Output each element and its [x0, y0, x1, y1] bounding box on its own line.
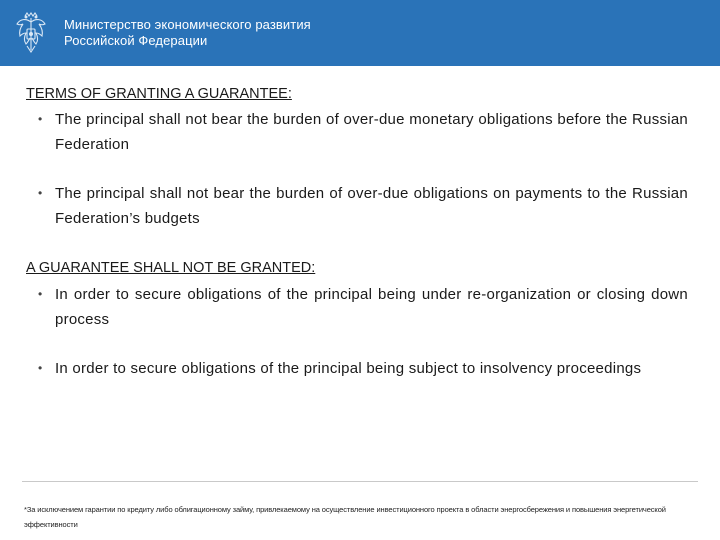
- bullet-icon: •: [38, 361, 43, 375]
- bullet-text: In order to secure obligations of the principal being under re-organization or closing down process: [55, 286, 688, 328]
- list-item: [38, 282, 688, 332]
- ministry-header: [0, 0, 720, 66]
- list-item: [38, 356, 688, 381]
- bullet-text: The principal shall not bear the burden of over-due monetary obligations before the Russian Federation: [55, 111, 688, 153]
- bullet-text: The principal shall not bear the burden of over-due obligations on payments to the Russian Federation’s budgets: [55, 185, 688, 227]
- list-item: [38, 107, 688, 157]
- coat-of-arms-icon: [14, 12, 48, 54]
- footer-divider: [22, 481, 698, 482]
- ministry-name-line1: Министерство экономического развития: [64, 17, 311, 32]
- bullet-icon: •: [38, 287, 43, 301]
- ministry-name-line2: Российской Федерации: [64, 33, 208, 48]
- bullet-icon: •: [38, 112, 43, 126]
- terms-heading: TERMS OF GRANTING A GUARANTEE:: [26, 86, 292, 102]
- ministry-name: [64, 17, 311, 49]
- bullet-text: In order to secure obligations of the principal being subject to insolvency proceedings: [55, 360, 642, 377]
- footnote: *За исключением гарантии по кредиту либо облигационному займу, привлекаемому на осуществление инвестиционного проекта в области энергосбережения и повышения энергетической эффективности: [24, 505, 666, 529]
- not-granted-heading: A GUARANTEE SHALL NOT BE GRANTED:: [26, 260, 316, 276]
- list-item: [38, 181, 688, 231]
- bullet-icon: •: [38, 186, 43, 200]
